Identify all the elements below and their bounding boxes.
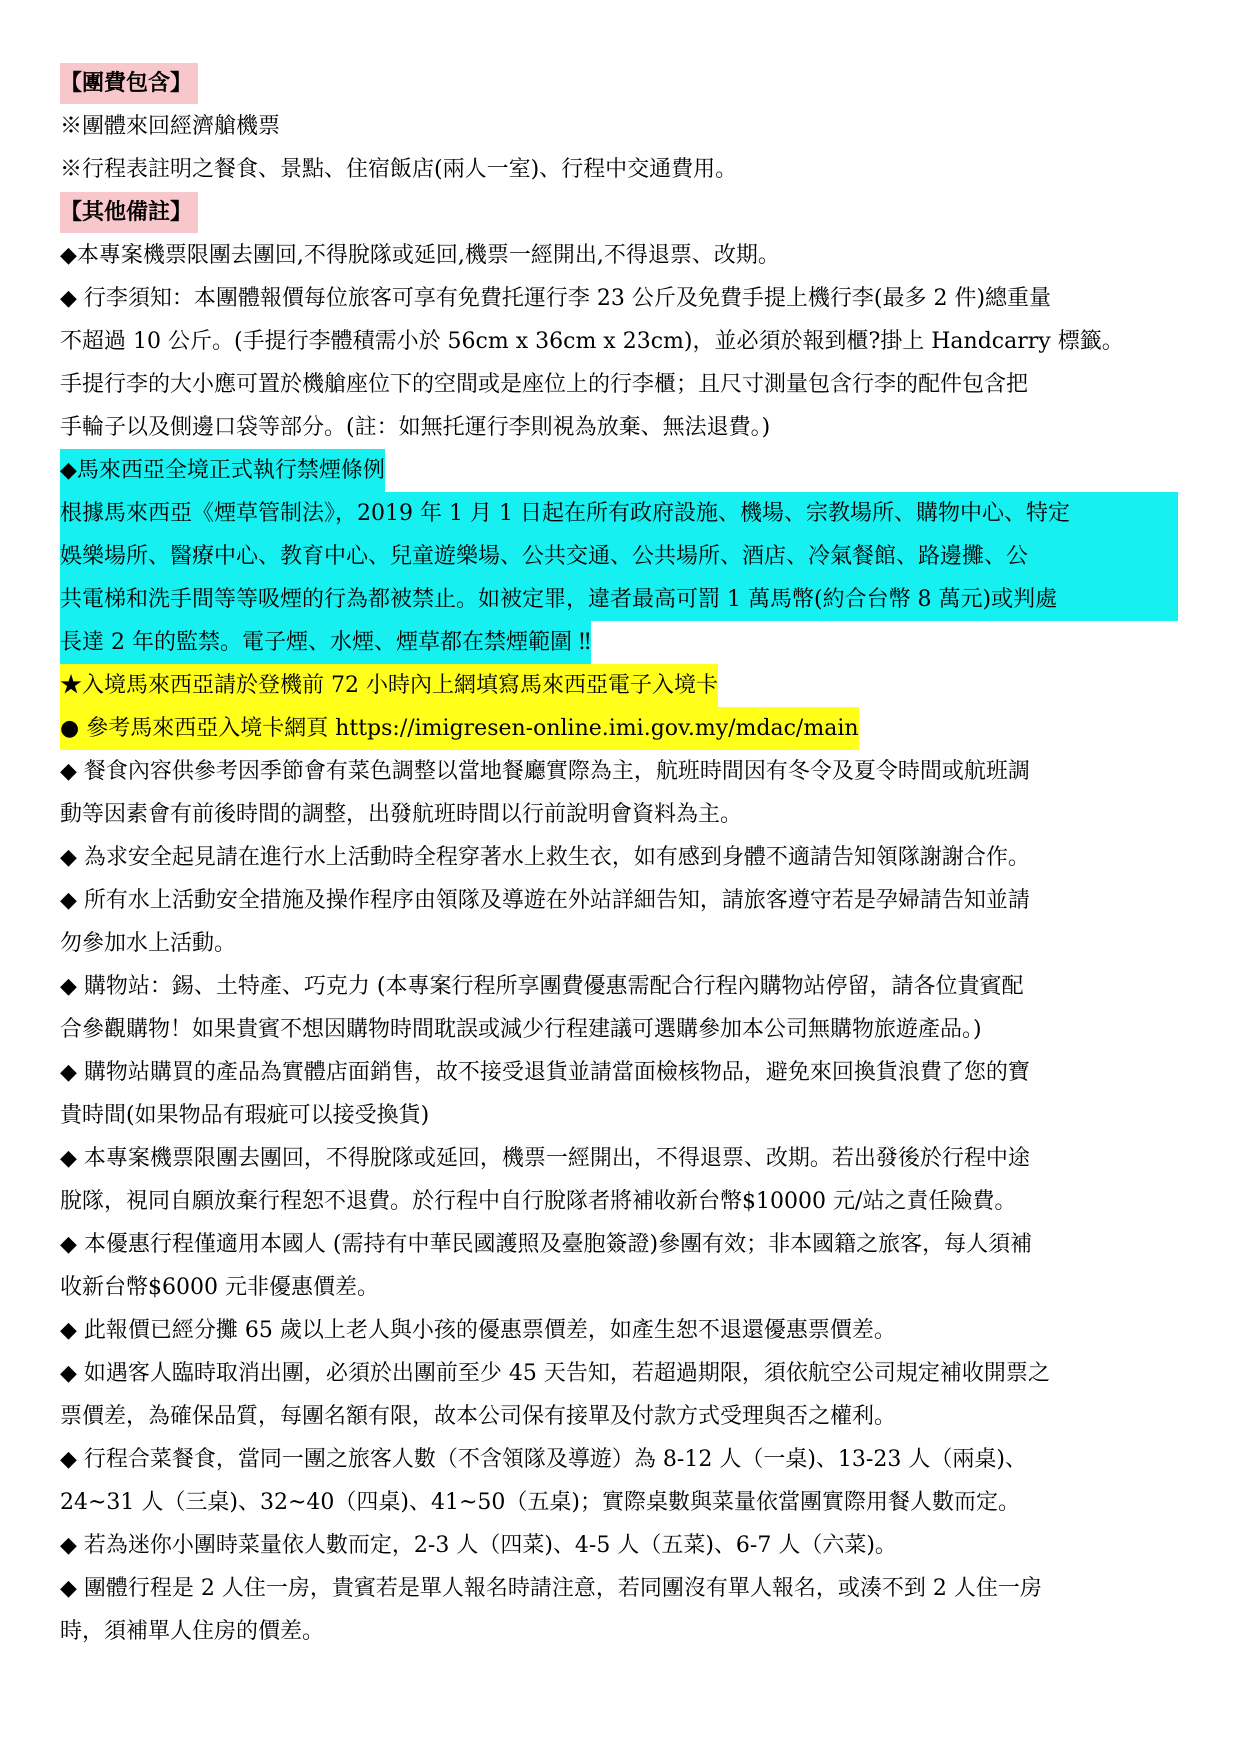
smoking-line: 共電梯和洗手間等等吸煙的行為都被禁止。如被定罪，違者最高可罰 1 萬馬幣(約合台幣 8 萬元)或判處	[60, 578, 1178, 621]
note-luggage-line: 手輪子以及側邊口袋等部分。(註：如無托運行李則視為放棄、無法退費。)	[60, 415, 771, 440]
smoking-line: 娛樂場所、醫療中心、教育中心、兒童遊樂場、公共交通、公共場所、酒店、冷氣餐館、路邊攤、公	[60, 535, 1178, 578]
note-shopping-line: ◆ 購物站：錫、土特產、巧克力 (本專案行程所享團費優惠需配合行程內購物站停留，請各位貴賓配	[60, 974, 1024, 999]
note-meals-line: 動等因素會有前後時間的調整，出發航班時間以行前說明會資料為主。	[60, 802, 743, 827]
smoking-title-row	[60, 449, 1183, 492]
note-returns-line: 貴時間(如果物品有瑕疵可以接受換貨)	[60, 1103, 430, 1128]
note-luggage-line: 不超過 10 公斤。(手提行李體積需小於 56cm x 36cm x 23cm)，並必須於報到櫃?掛上 Handcarry 標籤。	[60, 329, 1124, 354]
smoking-title: ◆馬來西亞全境正式執行禁煙條例	[60, 449, 385, 492]
note-meals-line: ◆ 餐食內容供參考因季節會有菜色調整以當地餐廳實際為主，航班時間因有冬令及夏令時間或航班調	[60, 759, 1030, 784]
note-luggage-line: 手提行李的大小應可置於機艙座位下的空間或是座位上的行李櫃；且尺寸測量包含行李的配件包含把	[60, 372, 1029, 397]
included-item: ※行程表註明之餐食、景點、住宿飯店(兩人一室)、行程中交通費用。	[60, 157, 738, 182]
note-water-line: 勿參加水上活動。	[60, 931, 237, 956]
section-heading-notes: 【其他備註】	[60, 192, 198, 233]
note-nationality-line: ◆ 本優惠行程僅適用本國人 (需持有中華民國護照及臺胞簽證)參團有效；非本國籍之旅客，每人須補	[60, 1232, 1033, 1257]
note-safety: ◆ 為求安全起見請在進行水上活動時全程穿著水上救生衣，如有感到身體不適請告知領隊謝謝合作。	[60, 845, 1030, 870]
entry-card-ref-row	[60, 707, 1183, 750]
entry-card-link[interactable]: ● 參考馬來西亞入境卡網頁 https://imigresen-online.imi.gov.my/mdac/main	[60, 707, 859, 750]
note-shopping-line: 合參觀購物！如果貴賓不想因購物時間耽誤或減少行程建議可選購參加本公司無購物旅遊產品。)	[60, 1017, 982, 1042]
note-nationality-line: 收新台幣$6000 元非優惠價差。	[60, 1275, 379, 1300]
entry-card-notice: ★入境馬來西亞請於登機前 72 小時內上網填寫馬來西亞電子入境卡	[60, 664, 718, 707]
note-discount: ◆ 此報價已經分攤 65 歲以上老人與小孩的優惠票價差，如產生恕不退還優惠票價差。	[60, 1318, 896, 1343]
section-heading-included: 【團費包含】	[60, 63, 198, 104]
smoking-last-row	[60, 621, 1183, 664]
note-rooms-line: 時，須補單人住房的價差。	[60, 1619, 325, 1644]
note-rooms-line: ◆ 團體行程是 2 人住一房，貴賓若是單人報名時請注意，若同團沒有單人報名，或湊不到 2 人住一房	[60, 1576, 1042, 1601]
note-ticket-rule2-line: 脫隊，視同自願放棄行程恕不退費。於行程中自行脫隊者將補收新台幣$10000 元/站之責任險費。	[60, 1189, 1017, 1214]
smoking-block	[60, 492, 1183, 621]
smoking-line: 根據馬來西亞《煙草管制法》，2019 年 1 月 1 日起在所有政府設施、機場、宗教場所、購物中心、特定	[60, 492, 1178, 535]
included-item: ※團體來回經濟艙機票	[60, 114, 281, 139]
note-tables-line: 24~31 人（三桌)、32~40（四桌)、41~50（五桌)；實際桌數與菜量依當團實際用餐人數而定。	[60, 1490, 1021, 1515]
smoking-line: 長達 2 年的監禁。電子煙、水煙、煙草都在禁煙範圍 ‼	[60, 621, 591, 664]
entry-card-row	[60, 664, 1183, 707]
note-ticket-rule: ◆本專案機票限團去團回,不得脫隊或延回,機票一經開出,不得退票、改期。	[60, 243, 780, 268]
note-cancel-line: 票價差，為確保品質，每團名額有限，故本公司保有接單及付款方式受理與否之權利。	[60, 1404, 897, 1429]
note-tables-line: ◆ 行程合菜餐食，當同一團之旅客人數（不含領隊及導遊）為 8-12 人（一桌)、13-23 人（兩桌)、	[60, 1447, 1027, 1472]
note-ticket-rule2-line: ◆ 本專案機票限團去團回，不得脫隊或延回，機票一經開出，不得退票、改期。若出發後於行程中途	[60, 1146, 1030, 1171]
included-heading-row	[60, 62, 1183, 105]
note-cancel-line: ◆ 如遇客人臨時取消出團，必須於出團前至少 45 天告知，若超過期限，須依航空公司規定補收開票之	[60, 1361, 1050, 1386]
notes-heading-row	[60, 191, 1183, 234]
note-luggage-line: ◆ 行李須知：本團體報價每位旅客可享有免費托運行李 23 公斤及免費手提上機行李(最多 2 件)總重量	[60, 286, 1052, 311]
note-water-line: ◆ 所有水上活動安全措施及操作程序由領隊及導遊在外站詳細告知，請旅客遵守若是孕婦請告知並請	[60, 888, 1030, 913]
note-mini: ◆ 若為迷你小團時菜量依人數而定，2-3 人（四菜)、4-5 人（五菜)、6-7 人（六菜)。	[60, 1533, 897, 1558]
note-returns-line: ◆ 購物站購買的產品為實體店面銷售，故不接受退貨並請當面檢核物品，避免來回換貨浪費了您的寶	[60, 1060, 1030, 1085]
